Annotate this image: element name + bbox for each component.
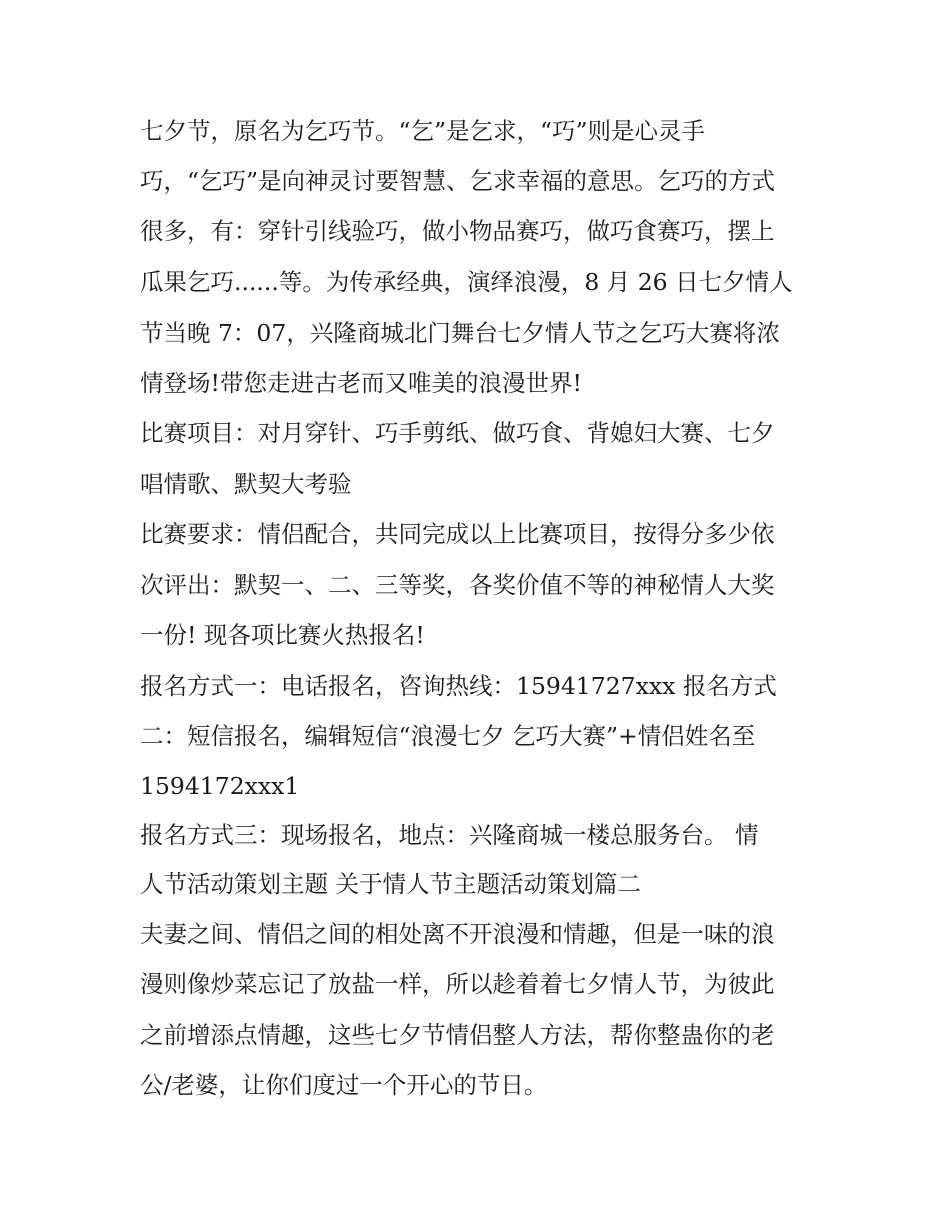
text-line: 比赛项目：对月穿针、巧手剪纸、做巧食、背媳妇大赛、七夕 xyxy=(140,419,775,447)
text-line: 瓜果乞巧......等。为传承经典，演绎浪漫，8 月 26 日七夕情人 xyxy=(140,268,793,296)
text-line: 报名方式三：现场报名，地点：兴隆商城一楼总服务台。 情 xyxy=(140,821,759,849)
text-line: 七夕节，原名为乞巧节。“乞”是乞求，“巧”则是心灵手 xyxy=(140,117,706,145)
text-line: 人节活动策划主题 关于情人节主题活动策划篇二 xyxy=(140,870,641,898)
text-line: 次评出：默契一、二、三等奖，各奖价值不等的神秘情人大奖 xyxy=(140,571,775,599)
text-line: 二：短信报名，编辑短信“浪漫七夕 乞巧大赛”+情侣姓名至 xyxy=(140,722,756,750)
text-line: 报名方式一：电话报名，咨询热线：15941727xxx 报名方式 xyxy=(140,672,777,700)
text-line: 比赛要求：情侣配合，共同完成以上比赛项目，按得分多少依 xyxy=(140,520,775,548)
text-line: 很多，有：穿针引线验巧，做小物品赛巧，做巧食赛巧，摆上 xyxy=(140,217,775,245)
text-line: 一份! 现各项比赛火热报名! xyxy=(140,621,425,649)
text-line: 公/老婆，让你们度过一个开心的节日。 xyxy=(140,1071,548,1099)
text-line: 夫妻之间、情侣之间的相处离不开浪漫和情趣，但是一味的浪 xyxy=(140,920,775,948)
text-line: 唱情歌、默契大考验 xyxy=(140,470,352,498)
text-line: 节当晚 7：07，兴隆商城北门舞台七夕情人节之乞巧大赛将浓 xyxy=(140,319,780,347)
text-line: 情登场!带您走进古老而又唯美的浪漫世界! xyxy=(140,369,582,397)
text-line: 漫则像炒菜忘记了放盐一样，所以趁着着七夕情人节，为彼此 xyxy=(140,970,775,998)
text-line: 1594172xxx1 xyxy=(140,772,300,800)
text-line: 巧，“乞巧”是向神灵讨要智慧、乞求幸福的意思。乞巧的方式 xyxy=(140,167,776,195)
text-line: 之前增添点情趣，这些七夕节情侣整人方法，帮你整蛊你的老 xyxy=(140,1021,775,1049)
